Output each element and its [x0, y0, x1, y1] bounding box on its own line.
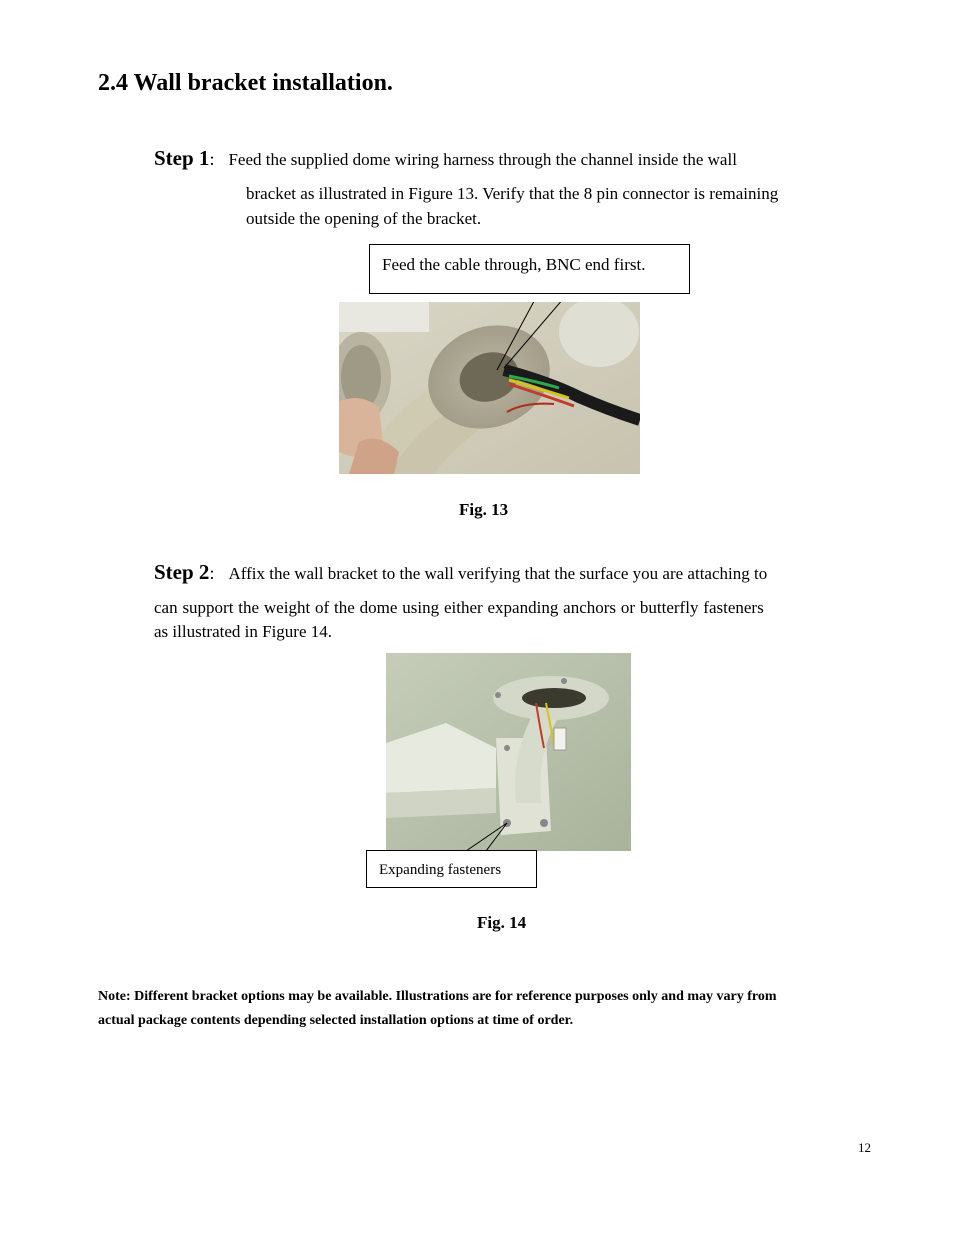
section-title: 2.4 Wall bracket installation.	[98, 70, 393, 96]
step2-first-line	[154, 560, 767, 586]
step2-text-line3: as illustrated in Figure 14.	[154, 622, 333, 641]
step2-text-line2: can support the weight of the dome using either expanding anchors or butterfly fasteners	[154, 598, 764, 617]
step1-text-line1: Feed the supplied dome wiring harness through the channel inside the wall	[228, 150, 737, 169]
fig13-caption: Fig. 13	[459, 500, 509, 519]
step2-text-line1: Affix the wall bracket to the wall verifying that the surface you are attaching to	[228, 564, 768, 583]
step1-first-line	[154, 146, 737, 172]
fig13-illustration	[339, 302, 640, 474]
page-number: 12	[858, 1140, 871, 1155]
fig14-photo	[386, 653, 631, 851]
fig14-illustration	[386, 653, 631, 851]
fig14-callout	[366, 850, 537, 888]
step1-colon: :	[209, 149, 215, 169]
note-line2: actual package contents depending selected installation options at time of order.	[98, 1013, 574, 1028]
fig14-caption: Fig. 14	[477, 913, 527, 932]
step1-text-line2: bracket as illustrated in Figure 13. Verify that the 8 pin connector is remaining	[246, 184, 779, 203]
note-line1: Note: Different bracket options may be available. Illustrations are for reference purposes only and may vary from	[98, 989, 777, 1004]
fig14-callout-text: Expanding fasteners	[379, 862, 502, 878]
fig13-callout	[369, 244, 690, 294]
step1-label: Step 1	[154, 146, 210, 170]
step2-label: Step 2	[154, 560, 210, 584]
step2-colon: :	[209, 563, 215, 583]
step1-text-line3: outside the opening of the bracket.	[246, 209, 482, 228]
fig13-photo	[339, 302, 640, 474]
fig13-callout-text: Feed the cable through, BNC end first.	[382, 255, 646, 274]
